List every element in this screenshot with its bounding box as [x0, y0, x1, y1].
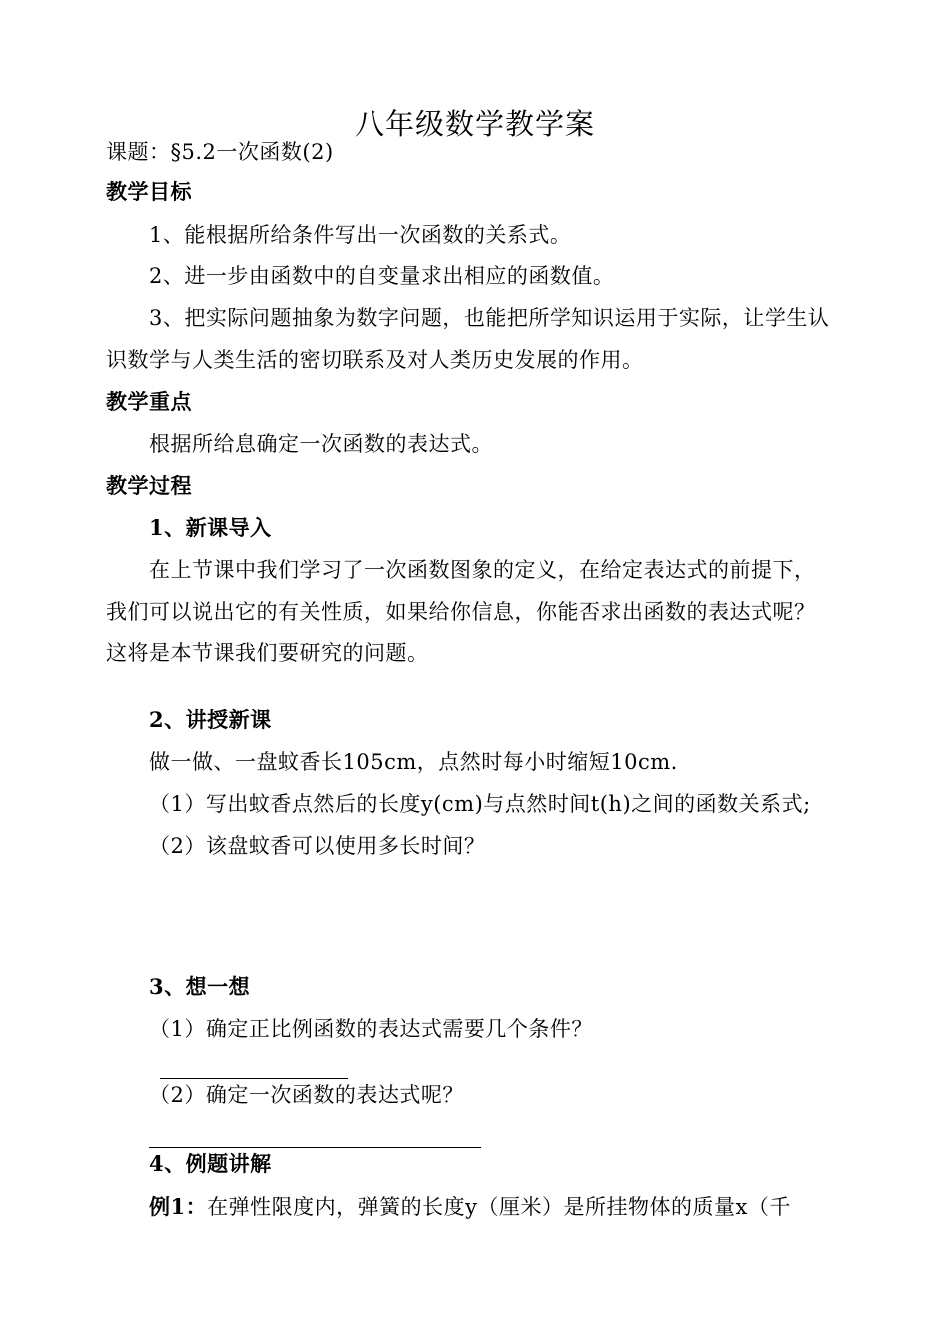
lecture-question-1: （1）写出蚊香点然后的长度y(cm)与点然时间t(h)之间的函数关系式;	[149, 792, 811, 816]
example-1-label: 例1：	[149, 1194, 208, 1219]
lecture-question-2: （2）该盘蚊香可以使用多长时间？	[149, 834, 486, 858]
objective-item: 2、进一步由函数中的自变量求出相应的函数值。	[149, 264, 615, 288]
answer-blank-line-1	[160, 1078, 348, 1079]
answer-blank-line-2	[149, 1147, 481, 1148]
example-1-text: 在弹性限度内，弹簧的长度y（厘米）是所挂物体的质量x（千	[207, 1195, 791, 1219]
objectives-heading: 教学目标	[106, 179, 192, 204]
objective-item: 3、把实际问题抽象为数字问题，也能把所学知识运用于实际，让学生认	[149, 306, 830, 330]
topic-line: 课题：§5.2一次函数(2)	[106, 140, 334, 164]
think-heading: 3、想一想	[149, 974, 251, 999]
lecture-heading: 2、讲授新课	[149, 707, 272, 732]
objective-item-continuation: 识数学与人类生活的密切联系及对人类历史发展的作用。	[106, 348, 644, 372]
intro-paragraph-line: 我们可以说出它的有关性质，如果给你信息，你能否求出函数的表达式呢？	[106, 600, 816, 624]
key-points-text: 根据所给息确定一次函数的表达式。	[149, 432, 493, 456]
objective-item: 1、能根据所给条件写出一次函数的关系式。	[149, 223, 572, 247]
lecture-task: 做一做、一盘蚊香长105cm，点然时每小时缩短10cm.	[149, 750, 678, 774]
example-1	[149, 1192, 791, 1222]
intro-heading: 1、新课导入	[149, 515, 272, 540]
key-points-heading: 教学重点	[106, 389, 192, 414]
think-question-2: （2）确定一次函数的表达式呢？	[149, 1083, 464, 1107]
intro-paragraph-line: 在上节课中我们学习了一次函数图象的定义，在给定表达式的前提下，	[149, 558, 816, 582]
intro-paragraph-line: 这将是本节课我们要研究的问题。	[106, 641, 429, 665]
process-heading: 教学过程	[106, 473, 192, 498]
think-question-1: （1）确定正比例函数的表达式需要几个条件？	[149, 1017, 593, 1041]
examples-heading: 4、例题讲解	[149, 1151, 272, 1176]
page-title: 八年级数学教学案	[354, 107, 595, 141]
